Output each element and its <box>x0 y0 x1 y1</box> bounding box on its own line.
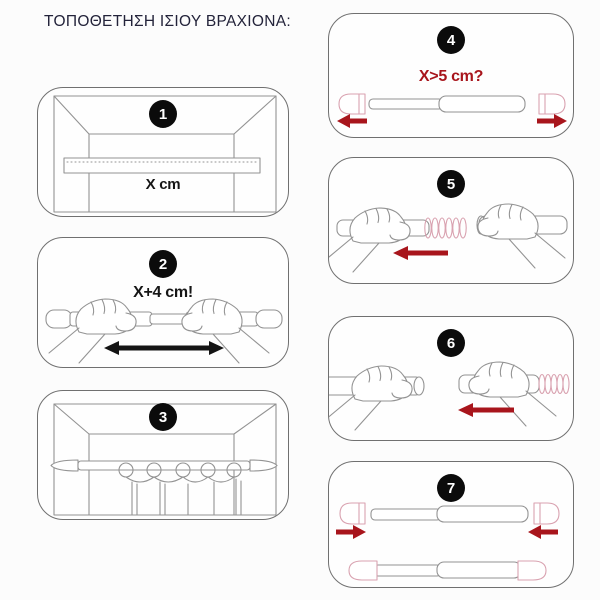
red-arrow-left-icon <box>528 525 558 539</box>
step-3-badge: 3 <box>149 403 177 431</box>
rod-icon <box>371 506 528 522</box>
assembled-rod-icon <box>349 561 546 580</box>
rod-icon <box>369 96 525 112</box>
step-1-panel <box>37 87 289 217</box>
step-3-panel <box>37 390 289 520</box>
curtain-folds-icon <box>126 477 241 515</box>
step-2-badge: 2 <box>149 250 177 278</box>
step-4-label: X>5 cm? <box>418 68 484 85</box>
left-hand-icon <box>49 299 136 363</box>
red-arrow-right-icon <box>537 114 567 128</box>
step-7-badge: 7 <box>437 474 465 502</box>
step-2-label: X+4 cm! <box>133 284 193 301</box>
step-4-panel <box>328 13 574 138</box>
curtain-rod-icon <box>51 460 277 471</box>
step-6-badge: 6 <box>437 329 465 357</box>
page-title: ΤΟΠΟΘΕΤΗΣΗ ΙΣΙΟΥ ΒΡΑΧΙΟΝΑ: <box>44 13 291 30</box>
step-5-panel <box>328 157 574 284</box>
double-arrow-icon <box>104 341 224 355</box>
step-5-badge: 5 <box>437 170 465 198</box>
spring-icon <box>425 218 466 238</box>
right-hand-icon <box>182 299 269 363</box>
step-4-badge: 4 <box>437 26 465 54</box>
right-hand-icon <box>469 362 556 426</box>
ruler-icon <box>64 158 260 173</box>
red-arrow-left-icon <box>393 246 448 260</box>
red-arrow-left-icon <box>458 403 514 417</box>
spring-icon <box>539 375 569 394</box>
left-hand-icon <box>329 208 410 272</box>
step-1-label: X cm <box>145 176 181 193</box>
step-2-panel <box>37 237 289 368</box>
right-hand-icon <box>478 204 565 268</box>
red-arrow-right-icon <box>336 525 366 539</box>
step-6-panel <box>328 316 574 441</box>
red-arrow-left-icon <box>337 114 367 128</box>
step-7-panel <box>328 461 574 588</box>
left-hand-icon <box>329 366 412 430</box>
step-1-badge: 1 <box>149 100 177 128</box>
